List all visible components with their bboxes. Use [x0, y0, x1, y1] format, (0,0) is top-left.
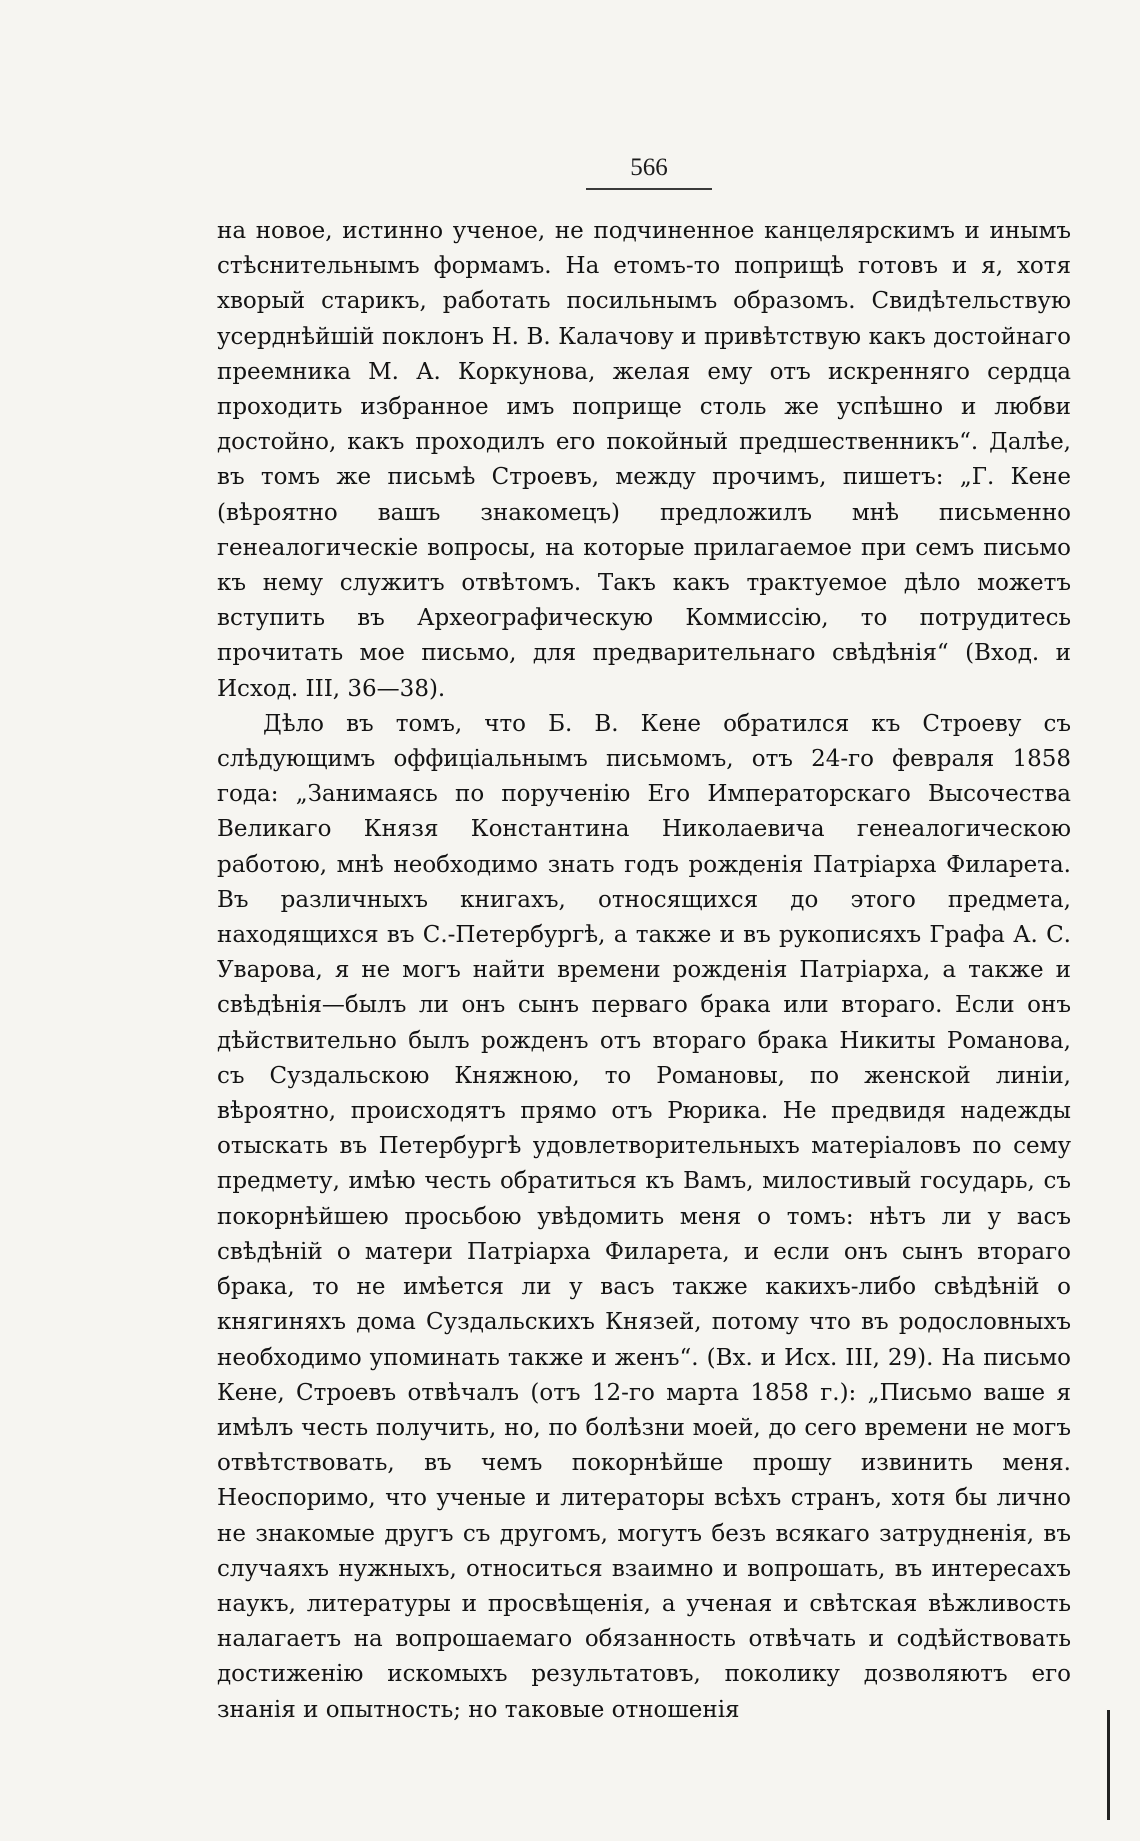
header-rule: [586, 188, 712, 190]
margin-mark: [1107, 1710, 1110, 1820]
paragraph-main: Дѣло въ томъ, что Б. В. Кене обратился къ Строеву съ слѣдующимъ оффиціальнымъ письмомъ, отъ 24-го февраля 1858 года: „Занимаясь по порученію Его Императорскаго Высочества Великаго Князя Константина Николаевича генеалогическою работою, мнѣ необходимо знать годъ рожденія Патріарха Филарета. Въ различныхъ книгахъ, относящихся до этого предмета, находящихся въ С.-Петербургѣ, а также и въ рукописяхъ Графа А. С. Уварова, я не могъ найти времени рожденія Патріарха, а также и свѣдѣнія—былъ ли онъ сынъ перваго брака или втораго. Если онъ дѣйствительно былъ рожденъ отъ втораго брака Никиты Романова, съ Суздальскою Княжною, то Романовы, по женской линіи, вѣроятно, происходятъ прямо отъ Рюрика. Не предвидя надежды отыскать въ Петербургѣ удовлетворительныхъ матеріаловъ по сему предмету, имѣю честь обратиться къ Вамъ, милостивый государь, съ покорнѣйшею просьбою увѣдомить меня о томъ: нѣтъ ли у васъ свѣдѣній о матери Патріарха Филарета, и если онъ сынъ втораго брака, то не имѣется ли у васъ также какихъ-либо свѣдѣній о княгиняхъ дома Суздальскихъ Князей, потому что въ родословныхъ необходимо упоминать также и женъ“. (Вх. и Исх. III, 29). На письмо Кене, Строевъ отвѣчалъ (отъ 12-го марта 1858 г.): „Письмо ваше я имѣлъ честь получить, но, по болѣзни моей, до сего времени не могъ отвѣтствовать, въ чемъ покорнѣйше прошу извинить меня. Неоспоримо, что ученые и литераторы всѣхъ странъ, хотя бы лично не знакомые другъ съ другомъ, могутъ безъ всякаго затрудненія, въ случаяхъ нужныхъ, относиться взаимно и вопрошать, въ интересахъ наукъ, литературы и просвѣщенія, а ученая и свѣтская вѣжливость налагаетъ на вопрошаемаго обязанность отвѣчать и содѣйствовать достиженію искомыхъ результатовъ, поколику дозволяютъ его знанія и опытность; но таковые отношенія: [217, 710, 1071, 1723]
page-number: 566: [630, 154, 668, 181]
body-text: [217, 214, 1071, 1728]
paragraph-continued: на новое, истинно ученое, не подчиненное канцелярскимъ и инымъ стѣснительнымъ формамъ. На етомъ-то поприщѣ готовъ и я, хотя хворый старикъ, работать посильнымъ образомъ. Свидѣтельствую усерднѣйшій поклонъ Н. В. Калачову и привѣтствую какъ достойнаго преемника М. А. Коркунова, желая ему отъ искренняго сердца проходить избранное имъ поприще столь же успѣшно и любви достойно, какъ проходилъ его покойный предшественникъ“. Далѣе, въ томъ же письмѣ Строевъ, между прочимъ, пишетъ: „Г. Кене (вѣроятно вашъ знакомецъ) предложилъ мнѣ письменно генеалогическіе вопросы, на которые прилагаемое при семъ письмо къ нему служитъ отвѣтомъ. Такъ какъ трактуемое дѣло можетъ вступить въ Археографическую Коммиссію, то потрудитесь прочитать мое письмо, для предварительнаго свѣдѣнія“ (Вход. и Исход. III, 36—38).: [217, 218, 1071, 702]
